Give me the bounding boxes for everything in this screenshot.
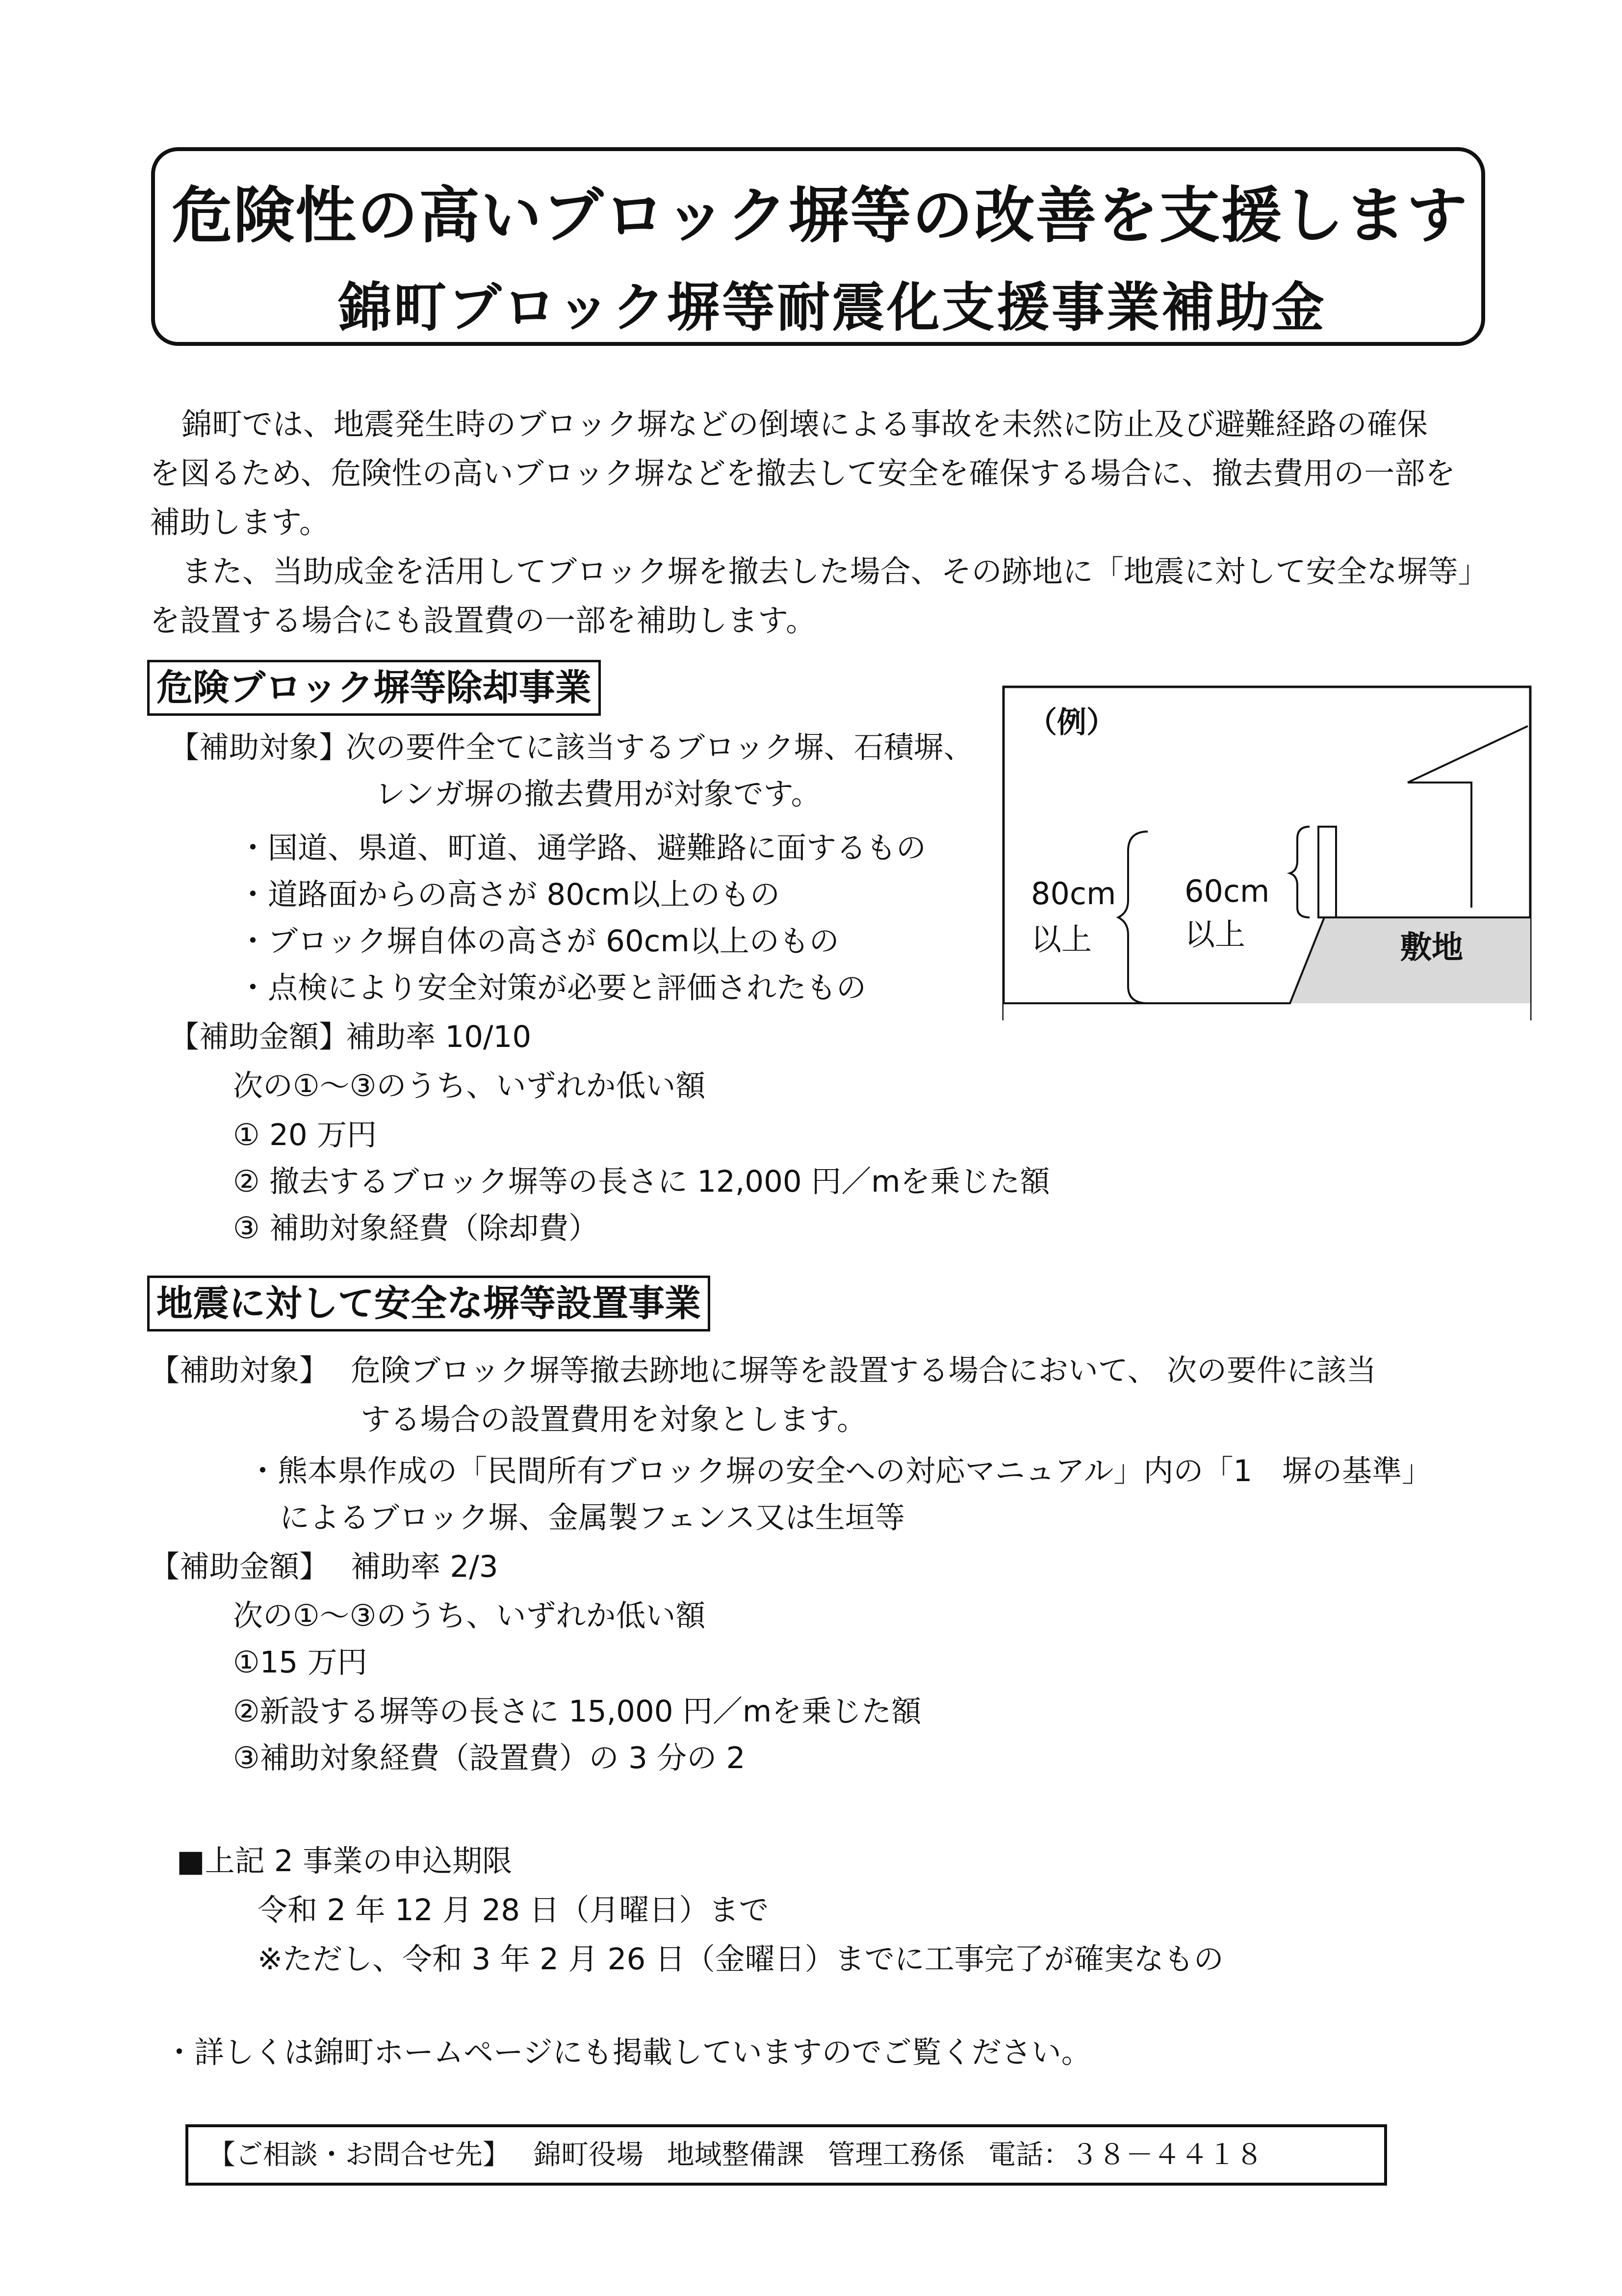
- section1-heading: 危険ブロック塀等除却事業: [147, 660, 601, 716]
- section2-amount-label: 【補助金額】: [150, 1549, 330, 1584]
- figure-label: （例）: [1028, 705, 1116, 740]
- intro-line-3: 補助します。: [150, 504, 330, 540]
- section2-amount-rate: 補助率 2/3: [351, 1549, 498, 1584]
- intro-line-1: 錦町では、地震発生時のブロック塀などの倒壊による事故を未然に防止及び避難経路の確保: [181, 406, 1428, 442]
- section2-target-text-2: する場合の設置費用を対象とします。: [360, 1402, 867, 1437]
- section1-requirement: ・国道、県道、町道、通学路、避難路に面するもの: [238, 831, 927, 865]
- wall-height-value: 60cm: [1184, 873, 1270, 909]
- section2-amount-item: ②新設する塀等の長さに 15,000 円／mを乗じた額: [233, 1694, 922, 1729]
- section2-amount-intro: 次の①～③のうち、いずれか低い額: [233, 1598, 706, 1633]
- section1-amount-item: ② 撤去するブロック塀等の長さに 12,000 円／mを乗じた額: [233, 1164, 1050, 1199]
- deadline-date: 令和 2 年 12 月 28 日（月曜日）まで: [257, 1893, 769, 1928]
- section2-amount-item: ①15 万円: [233, 1645, 367, 1680]
- deadline-heading: ■上記 2 事業の申込期限: [177, 1844, 513, 1879]
- section1-amount-item: ① 20 万円: [233, 1118, 377, 1152]
- example-figure: [1001, 679, 1540, 1023]
- site-label: 敷地: [1400, 930, 1463, 966]
- section2-requirement-1: ・熊本県作成の「民間所有ブロック塀の安全への対応マニュアル」内の「1 塀の基準」: [248, 1454, 1432, 1488]
- section1-requirement: ・点検により安全対策が必要と評価されたもの: [238, 970, 867, 1005]
- deadline-note: ※ただし、令和 3 年 2 月 26 日（金曜日）までに工事完了が確実なもの: [257, 1942, 1224, 1977]
- section1-amount-rate: 補助率 10/10: [346, 1019, 532, 1054]
- section2-heading: 地震に対して安全な塀等設置事業: [147, 1276, 710, 1331]
- contact-phone: 電話：３８－４４１８: [988, 2139, 1263, 2171]
- section2-amount-item: ③補助対象経費（設置費）の 3 分の 2: [233, 1741, 746, 1775]
- section1-target-label: 【補助対象】: [169, 730, 349, 765]
- contact-department: 地域整備課: [667, 2139, 804, 2171]
- section2-requirement-2: によるブロック塀、金属製フェンス又は生垣等: [280, 1500, 905, 1535]
- intro-line-4: また、当助成金を活用してブロック塀を撤去した場合、その跡地に「地震に対して安全な塀等」: [181, 553, 1489, 589]
- page-title: 危険性の高いブロック塀等の改善を支援します: [172, 181, 1468, 251]
- road-height-suffix: 以上: [1031, 921, 1092, 957]
- road-height-value: 80cm: [1031, 876, 1116, 912]
- section1-requirement: ・ブロック塀自体の高さが 60cm以上のもの: [238, 924, 839, 959]
- section1-amount-item: ③ 補助対象経費（除却費）: [233, 1211, 599, 1246]
- contact-box: [185, 2124, 1387, 2186]
- wall-height-suffix: 以上: [1184, 916, 1246, 952]
- section1-target-text-1: 次の要件全てに該当するブロック塀、石積塀、: [346, 730, 974, 765]
- section1-amount-label: 【補助金額】: [169, 1019, 349, 1054]
- footer-note: ・詳しくは錦町ホームページにも掲載していますのでご覧ください。: [164, 2035, 1091, 2070]
- section1-requirement: ・道路面からの高さが 80cm以上のもの: [238, 877, 780, 912]
- section2-target-text-1: 危険ブロック塀等撤去跡地に塀等を設置する場合において、 次の要件に該当: [351, 1353, 1376, 1388]
- page-subtitle: 錦町ブロック塀等耐震化支援事業補助金: [338, 277, 1326, 339]
- intro-line-2: を図るため、危険性の高いブロック塀などを撤去して安全を確保する場合に、撤去費用の一部を: [150, 455, 1456, 491]
- contact-section: 管理工務係: [827, 2139, 965, 2171]
- section2-target-label: 【補助対象】: [150, 1353, 330, 1388]
- section1-target-text-2: レンガ塀の撤去費用が対象です。: [375, 777, 821, 811]
- intro-line-5: を設置する場合にも設置費の一部を補助します。: [150, 602, 817, 638]
- section1-amount-intro: 次の①～③のうち、いずれか低い額: [233, 1069, 706, 1103]
- contact-label: 【ご相談・お問合せ先】: [208, 2139, 510, 2171]
- contact-office: 錦町役場: [533, 2139, 644, 2171]
